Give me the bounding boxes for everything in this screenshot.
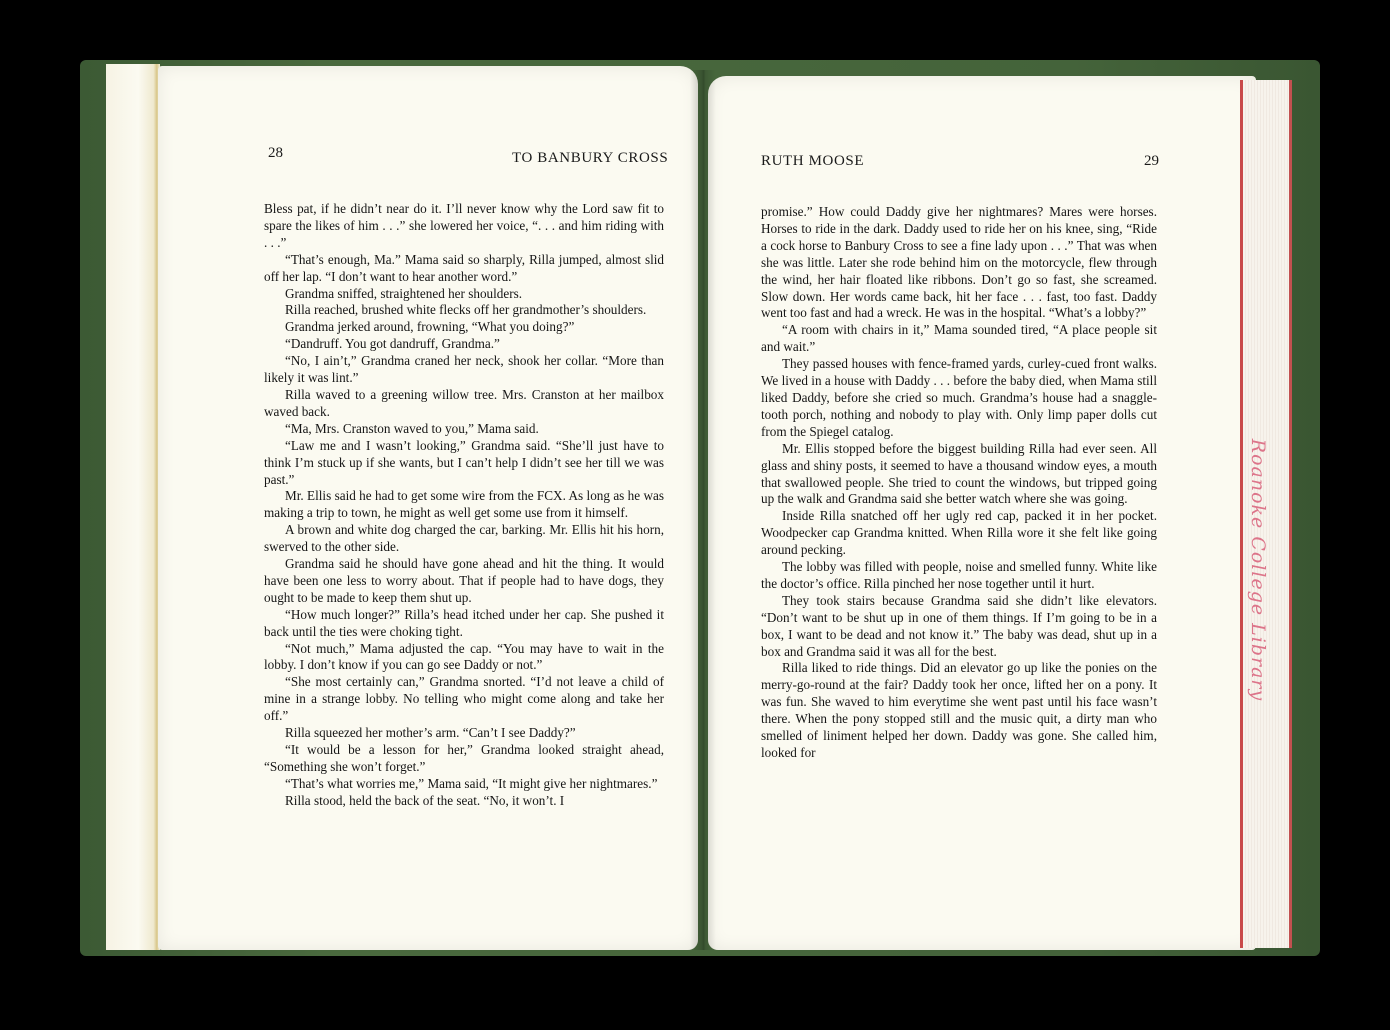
- page-text: [761, 204, 1157, 762]
- left-page: [158, 66, 698, 950]
- paragraph: Rilla waved to a greening willow tree. Mrs. Cranston at her mailbox waved back.: [264, 386, 664, 419]
- paragraph: A brown and white dog charged the car, barking. Mr. Ellis hit his horn, swerved to the other side.: [264, 522, 664, 555]
- paragraph: Grandma said he should have gone ahead and hit the thing. It would have been one less to worry about. That if people had to have dogs, they ought to be made to keep them shut up.: [264, 556, 664, 605]
- paragraph: Rilla squeezed her mother’s arm. “Can’t I see Daddy?”: [285, 725, 576, 741]
- paragraph: Mr. Ellis stopped before the biggest building Rilla had ever seen. All glass and shiny posts, it seemed to have a thousand window eyes, a mouth that swallowed people. She tried to count the windows, but tripped going up the walk and Grandma said she better watch where she was going.: [761, 440, 1157, 507]
- library-stamp: [1240, 440, 1276, 700]
- book-gutter: [690, 70, 716, 950]
- paragraph: “It would be a lesson for her,” Grandma looked straight ahead, “Something she won’t forget.”: [264, 742, 664, 774]
- paragraph: “How much longer?” Rilla’s head itched under her cap. She pushed it back until the ties were choking tight.: [264, 606, 664, 639]
- page-number: 29: [1144, 153, 1159, 169]
- paragraph: Bless pat, if he didn’t near do it. I’ll never know why the Lord saw fit to spare the likes of him . . .” she lowered her voice, “. . . and him riding with . . .”: [264, 201, 664, 250]
- paragraph: “Not much,” Mama adjusted the cap. “You may have to wait in the lobby. I don’t know if you can go see Daddy or not.”: [264, 640, 664, 673]
- paragraph: Inside Rilla snatched off her ugly red cap, packed it in her pocket. Woodpecker cap Grandma knitted. When Rilla wore it she felt like going around pecking.: [761, 508, 1157, 558]
- paragraph: Rilla reached, brushed white flecks off her grandmother’s shoulders.: [285, 302, 647, 318]
- paragraph: “A room with chairs in it,” Mama sounded tired, “A place people sit and wait.”: [761, 322, 1157, 355]
- paragraph: They passed houses with fence-framed yards, curley-cued front walks. We lived in a house with Daddy . . . before the baby died, when Mama still liked Daddy, before she cried so much. Grandma’s house had a snaggle-tooth porch, nothing and nobody to play with. Only limp paper dolls cut from the Spiegel catalog.: [761, 356, 1157, 439]
- page-number: 28: [268, 145, 283, 161]
- paragraph: Grandma sniffed, straightened her shoulders.: [285, 285, 523, 301]
- left-page-edges: [106, 64, 160, 950]
- paragraph: The lobby was filled with people, noise and smelled funny. White like the doctor’s office. Rilla pinched her nose together until it hurt.: [761, 559, 1157, 591]
- paragraph: “Dandruff. You got dandruff, Grandma.”: [285, 336, 500, 352]
- paragraph: “Ma, Mrs. Cranston waved to you,” Mama said.: [285, 420, 539, 436]
- library-stamp-text: Roanoke College Library: [1247, 438, 1270, 702]
- paragraph: Rilla liked to ride things. Did an elevator go up like the ponies on the merry-go-round at the fair? Daddy took her once, lifted her on a pony. It was fun. She waved to him everytime she went past until his face wasn’t there. When the pony stopped still and the music quit, a dirty man who smelled of liniment helped her down. Daddy was gone. She called him, looked for: [761, 660, 1157, 760]
- running-head: TO BANBURY CROSS: [512, 150, 669, 166]
- right-page: [708, 76, 1256, 950]
- paragraph: They took stairs because Grandma said she didn’t like elevators. “Don’t want to be shut up in one of them things. If I’m going to be in a box, I want to be dead and not know it.” The baby was dead, shut up in a box and Grandma said it was all for the best.: [761, 592, 1157, 659]
- paragraph: Grandma jerked around, frowning, “What you doing?”: [285, 319, 575, 335]
- paragraph: “No, I ain’t,” Grandma craned her neck, shook her collar. “More than likely it was lint.”: [264, 353, 664, 386]
- paragraph: promise.” How could Daddy give her nightmares? Mares were horses. Horses to ride in the dark. Daddy used to ride her on his knee, sing, “Ride a cock horse to Banbury Cross to see a fine lady upon . . .” That was when she was little. Later she rode behind him on the motorcycle, flew through the wind, her hair floated like ribbons. Don’t go so fast, she screamed. Slow down. Her words came back, hit her face . . . fast, too fast. Daddy went too fast and had a wreck. He was in the hospital. “What’s a lobby?”: [761, 204, 1157, 321]
- paragraph: Mr. Ellis said he had to get some wire from the FCX. As long as he was making a trip to town, he might as well get some use from it himself.: [264, 488, 664, 521]
- paragraph: “That’s what worries me,” Mama said, “It might give her nightmares.”: [285, 775, 658, 791]
- paragraph: “Law me and I wasn’t looking,” Grandma said. “She’ll just have to think I’m stuck up if she wants, but I can’t help I didn’t see her till we was past.”: [264, 437, 664, 487]
- page-text: [264, 201, 664, 810]
- paragraph: “That’s enough, Ma.” Mama said so sharply, Rilla jumped, almost slid off her lap. “I don’t want to hear another word.”: [264, 251, 664, 284]
- paragraph: “She most certainly can,” Grandma snorted. “I’d not leave a child of mine in a strange lobby. No telling who might come along and take her off.”: [264, 674, 664, 724]
- running-head: RUTH MOOSE: [761, 153, 865, 169]
- paragraph: Rilla stood, held the back of the seat. “No, it won’t. I: [285, 792, 565, 808]
